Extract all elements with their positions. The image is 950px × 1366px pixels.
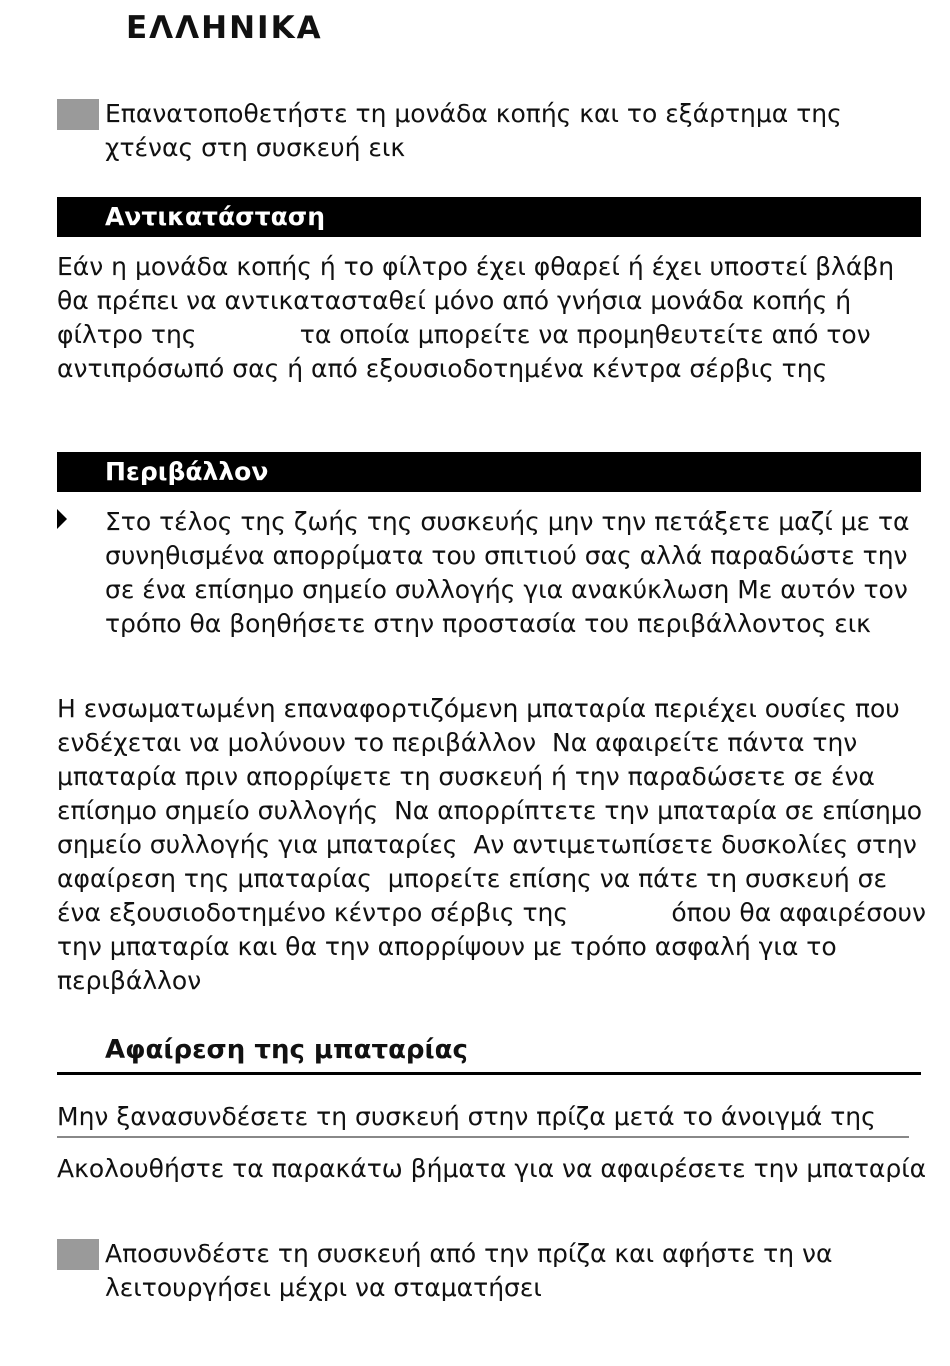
step-disconnect-text: Αποσυνδέστε τη συσκευή από την πρίζα και αφήστε τη να λειτουργήσει μέχρι να σταματήσει bbox=[105, 1239, 833, 1302]
subheading-battery-removal-title: Αφαίρεση της μπαταρίας bbox=[105, 1035, 468, 1065]
step-number-box bbox=[57, 99, 99, 130]
section-bar-replacement bbox=[57, 197, 921, 237]
battery-removal-intro: Ακολουθήστε τα παρακάτω βήματα για να αφαιρέσετε την μπαταρία bbox=[57, 1154, 927, 1183]
subheading-battery-removal bbox=[57, 1030, 921, 1075]
section-title-environment: Περιβάλλον bbox=[105, 457, 269, 486]
language-heading: ΕΛΛΗΝΙΚΑ bbox=[126, 10, 323, 46]
battery-environment-paragraph: Η ενσωματωμένη επαναφορτιζόμενη μπαταρία περιέχει ουσίες που ενδέχεται να μολύνουν το περιβάλλον Να αφαιρείτε πάντα την μπαταρία πριν απορρίψετε τη συσκευή ή την παραδώσετε σε ένα επίσημο σημείο συλλογής Να απορρίπτετε την μπαταρία σε επίσημο σημείο συλλογής για μπαταρίες Αν αντιμετωπίσετε δυσκολίες στην αφαίρεση της μπαταρίας μπορείτε επίσης να πάτε τη συσκευή σε ένα εξουσιοδοτημένο κέντρο σέρβις της όπου θα αφαιρέσουν την μπαταρία και θα την απορρίψουν με τρόπο ασφαλή για το περιβάλλον bbox=[57, 694, 934, 995]
section-title-replacement: Αντικατάσταση bbox=[105, 202, 326, 231]
environment-bullet-text: Στο τέλος της ζωής της συσκευής μην την πετάξετε μαζί με τα συνηθισμένα απορρίματα του σπιτιού σας αλλά παραδώστε την σε ένα επίσημο σημείο συλλογής για ανακύκλωση Με αυτόν τον τρόπο θα βοηθήσετε στην προστασία του περιβάλλοντος εικ bbox=[105, 507, 910, 638]
step-disconnect bbox=[57, 1237, 927, 1305]
step-number-box bbox=[57, 1239, 99, 1270]
environment-bullet bbox=[57, 505, 927, 641]
bullet-triangle-icon bbox=[57, 509, 67, 529]
section-bar-environment bbox=[57, 452, 921, 492]
step-reassemble-text: Επανατοποθετήστε τη μονάδα κοπής και το εξάρτημα της χτένας στη συσκευή εικ bbox=[105, 99, 842, 162]
step-reassemble bbox=[57, 97, 927, 165]
warning-line: Μην ξανασυνδέσετε τη συσκευή στην πρίζα μετά το άνοιγμά της bbox=[57, 1100, 909, 1138]
replacement-paragraph: Εάν η μονάδα κοπής ή το φίλτρο έχει φθαρεί ή έχει υποστεί βλάβη θα πρέπει να αντικατασταθεί μόνο από γνήσια μονάδα κοπής ή φίλτρο της τα οποία μπορείτε να προμηθευτείτε από τον αντιπρόσωπό σας ή από εξουσιοδοτημένα κέντρα σέρβις της bbox=[57, 252, 911, 383]
